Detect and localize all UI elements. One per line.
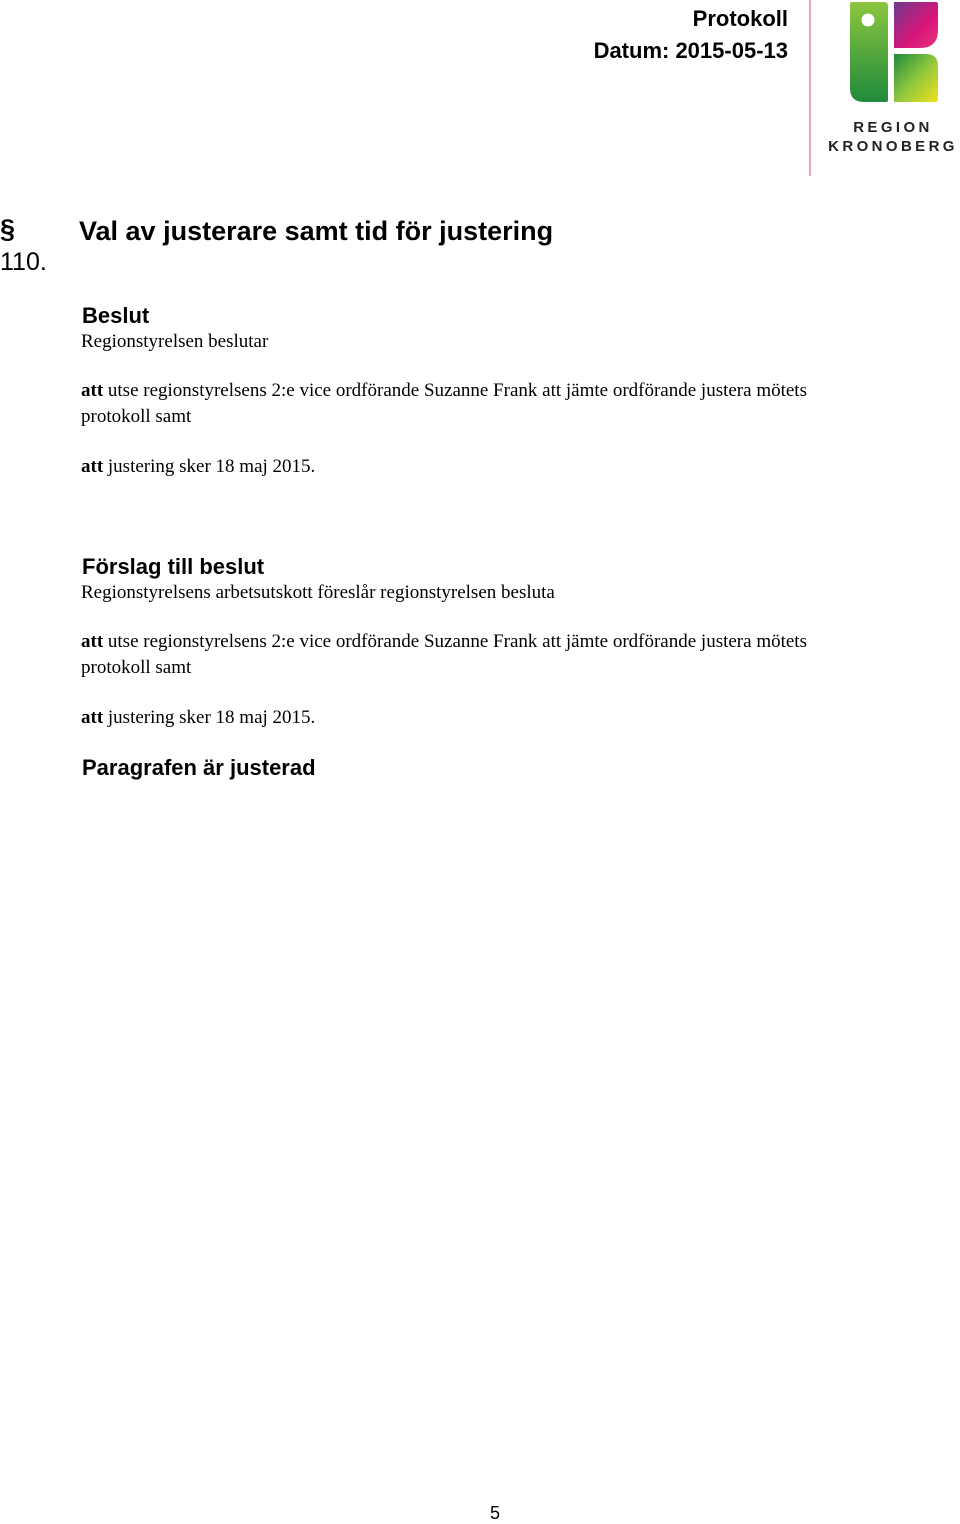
justerad-status: Paragrafen är justerad bbox=[82, 755, 316, 780]
beslut-intro: Regionstyrelsen beslutar bbox=[81, 331, 269, 352]
logo-text-region: REGION bbox=[853, 119, 933, 136]
forslag-heading: Förslag till beslut bbox=[82, 554, 265, 579]
att-label: att bbox=[81, 380, 104, 401]
forslag-item bbox=[81, 629, 881, 681]
beslut-item bbox=[81, 378, 881, 430]
att-label: att bbox=[81, 631, 104, 652]
document-date: Datum: 2015-05-13 bbox=[593, 38, 788, 63]
forslag-item bbox=[81, 705, 881, 731]
logo-mark-icon bbox=[848, 0, 940, 104]
paragraph-number: 110. bbox=[0, 248, 47, 276]
forslag-intro: Regionstyrelsens arbetsutskott föreslår regionstyrelsen besluta bbox=[81, 582, 555, 603]
logo-wordmark bbox=[826, 118, 960, 156]
document-type: Protokoll bbox=[692, 6, 788, 31]
region-kronoberg-logo bbox=[826, 0, 960, 160]
page-number: 5 bbox=[490, 1503, 501, 1523]
paragraph-title: Val av justerare samt tid för justering bbox=[79, 216, 554, 246]
forslag-item-text: justering sker 18 maj 2015. bbox=[103, 707, 316, 728]
logo-text-kronoberg: KRONOBERG bbox=[828, 138, 958, 155]
forslag-item-text: utse regionstyrelsens 2:e vice ordförande Suzanne Frank att jämte ordförande justera mötets protokoll samt bbox=[81, 631, 807, 678]
beslut-item-text: utse regionstyrelsens 2:e vice ordförande Suzanne Frank att jämte ordförande justera mötets protokoll samt bbox=[81, 380, 807, 427]
paragraph-symbol: § bbox=[0, 214, 16, 244]
beslut-item-text: justering sker 18 maj 2015. bbox=[103, 456, 316, 477]
beslut-item bbox=[81, 454, 881, 480]
header-divider bbox=[809, 0, 811, 176]
beslut-heading: Beslut bbox=[82, 303, 150, 328]
att-label: att bbox=[81, 707, 104, 728]
att-label: att bbox=[81, 456, 104, 477]
